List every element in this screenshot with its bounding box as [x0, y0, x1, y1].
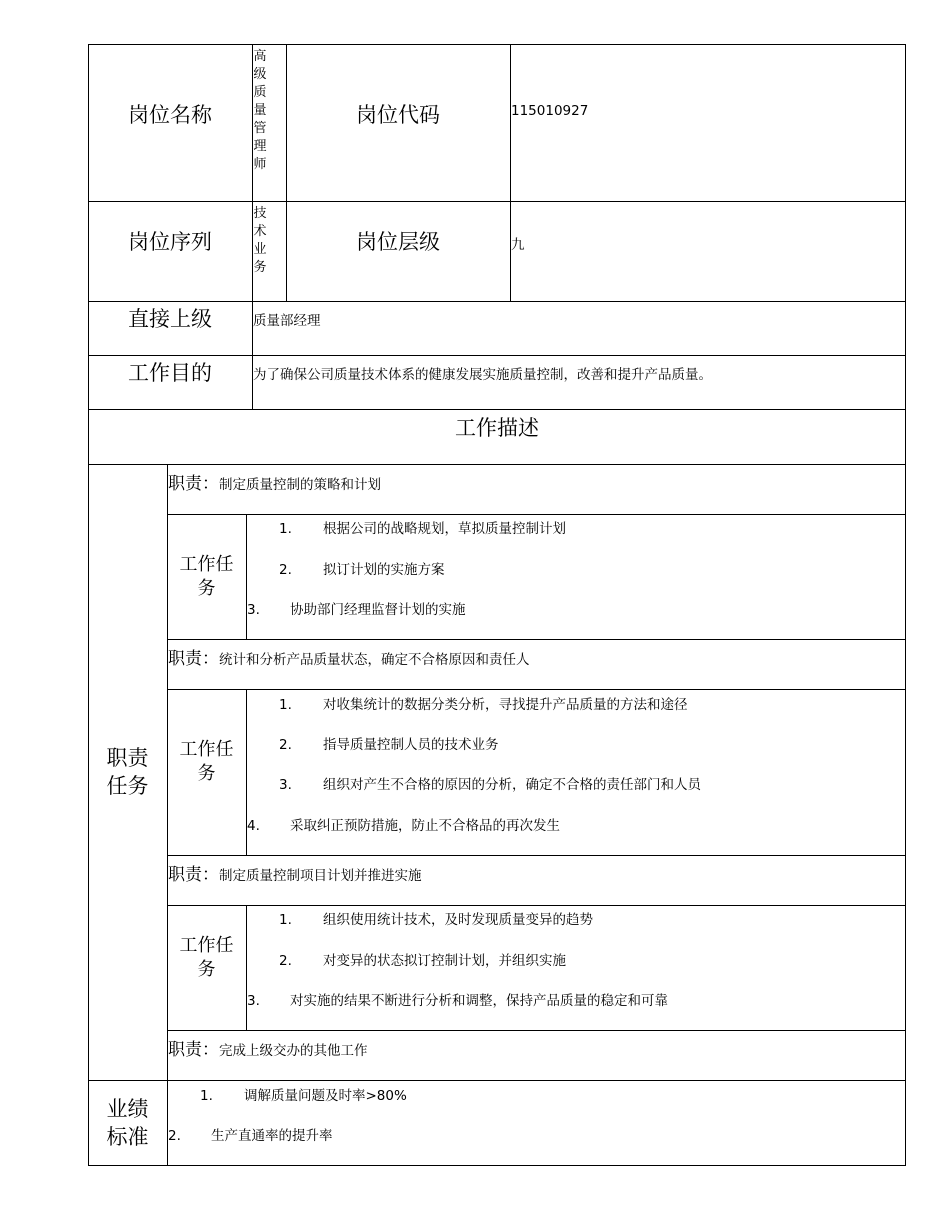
- purpose-label: 工作目的: [128, 361, 212, 385]
- duty-prefix: 职责：: [168, 865, 219, 885]
- task-label: 工作任务: [179, 935, 234, 980]
- position-code-label: 岗位代码: [356, 103, 440, 127]
- duty-title: 统计和分析产品质量状态，确定不合格原因和责任人: [219, 652, 530, 668]
- duties-section-label-wrap: [88, 464, 167, 1080]
- duty-prefix: 职责：: [168, 1040, 219, 1060]
- performance-item: [200, 1084, 407, 1104]
- task-label-wrap: [167, 514, 246, 640]
- position-name-value: 高级质量管理师: [253, 49, 267, 172]
- duty-title: 制定质量控制项目计划并推进实施: [219, 868, 422, 884]
- performance-item: [168, 1124, 333, 1144]
- task-label-wrap: [167, 689, 246, 835]
- task-item: [279, 733, 499, 753]
- task-label: 工作任务: [179, 554, 234, 599]
- col-divider: [246, 905, 247, 1031]
- task-number: 1.: [279, 521, 292, 537]
- task-number: 3.: [279, 777, 292, 793]
- task-item: [279, 558, 445, 578]
- performance-number: 2.: [168, 1128, 181, 1144]
- duty-title: 完成上级交办的其他工作: [219, 1043, 368, 1059]
- row-divider: [167, 905, 906, 906]
- task-number: 3.: [247, 602, 260, 618]
- task-label-wrap: [167, 905, 246, 1011]
- task-number: 2.: [279, 562, 292, 578]
- supervisor-value: 质量部经理: [253, 313, 321, 329]
- purpose-value: 为了确保公司质量技术体系的健康发展实施质量控制，改善和提升产品质量。: [253, 367, 712, 383]
- task-text: 对实施的结果不断进行分析和调整，保持产品质量的稳定和可靠: [290, 993, 668, 1009]
- task-text: 组织使用统计技术，及时发现质量变异的趋势: [323, 912, 593, 928]
- work-description-title: 工作描述: [455, 416, 539, 440]
- task-number: 2.: [279, 737, 292, 753]
- duty-title-row: [168, 644, 530, 669]
- task-label: 工作任务: [179, 739, 234, 784]
- task-text: 根据公司的战略规划，草拟质量控制计划: [323, 521, 566, 537]
- row-divider: [167, 639, 906, 640]
- duty-title-row: [168, 469, 381, 494]
- duty-title-row: [168, 860, 422, 885]
- col-divider: [510, 44, 511, 302]
- row-divider: [167, 855, 906, 856]
- row-divider: [167, 1030, 906, 1031]
- position-series-value: 技术业务: [253, 206, 267, 275]
- duty-prefix: 职责：: [168, 649, 219, 669]
- performance-label-wrap: [88, 1080, 167, 1166]
- task-item: [279, 517, 566, 537]
- position-level-label: 岗位层级: [356, 230, 440, 254]
- performance-number: 1.: [200, 1088, 213, 1104]
- duty-prefix: 职责：: [168, 474, 219, 494]
- task-item: [279, 949, 566, 969]
- task-item: [279, 773, 701, 793]
- duties-section-label: 职责任务: [106, 746, 149, 798]
- position-code-value: 115010927: [511, 103, 589, 119]
- task-text: 对收集统计的数据分类分析，寻找提升产品质量的方法和途径: [323, 697, 688, 713]
- row-divider: [167, 514, 906, 515]
- task-item: [247, 989, 668, 1009]
- task-number: 4.: [247, 818, 260, 834]
- position-level-value: 九: [511, 237, 525, 253]
- task-item: [247, 814, 560, 834]
- task-item: [247, 598, 466, 618]
- task-text: 采取纠正预防措施，防止不合格品的再次发生: [290, 818, 560, 834]
- performance-text: 调解质量问题及时率>80%: [244, 1088, 407, 1104]
- supervisor-label: 直接上级: [128, 307, 212, 331]
- row-divider: [88, 464, 906, 465]
- duty-title: 制定质量控制的策略和计划: [219, 477, 381, 493]
- task-number: 1.: [279, 912, 292, 928]
- task-text: 对变异的状态拟订控制计划，并组织实施: [323, 953, 566, 969]
- task-item: [279, 693, 688, 713]
- position-series-label: 岗位序列: [128, 230, 212, 254]
- position-name-label: 岗位名称: [128, 103, 212, 127]
- task-number: 1.: [279, 697, 292, 713]
- task-text: 组织对产生不合格的原因的分析，确定不合格的责任部门和人员: [323, 777, 701, 793]
- task-number: 3.: [247, 993, 260, 1009]
- duty-title-row: [168, 1035, 368, 1060]
- task-number: 2.: [279, 953, 292, 969]
- performance-label: 业绩标准: [106, 1097, 149, 1149]
- col-divider: [246, 514, 247, 640]
- row-divider: [88, 1080, 906, 1081]
- task-text: 指导质量控制人员的技术业务: [323, 737, 499, 753]
- performance-text: 生产直通率的提升率: [211, 1128, 333, 1144]
- row-divider: [167, 689, 906, 690]
- task-text: 协助部门经理监督计划的实施: [290, 602, 466, 618]
- task-text: 拟订计划的实施方案: [323, 562, 445, 578]
- task-item: [279, 908, 593, 928]
